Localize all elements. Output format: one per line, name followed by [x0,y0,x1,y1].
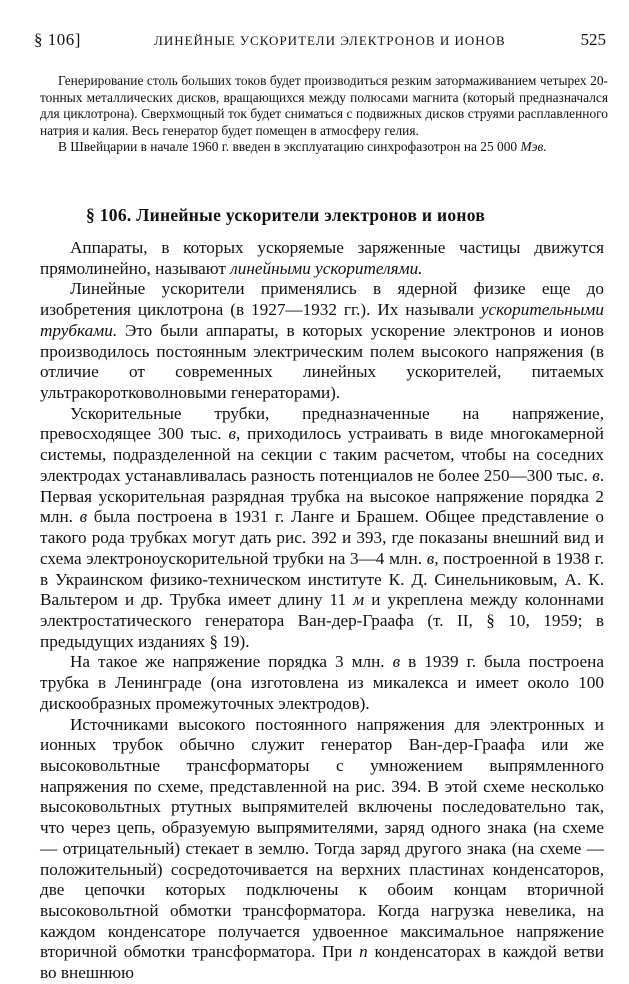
paragraph-text: На такое же напряжение порядка 3 млн. [70,652,393,672]
paragraph-text: Аппараты, в которых ускоряемые заряженные частицы движутся прямолинейно, называют [40,238,604,278]
unit-volt: в [392,652,401,672]
header-section-ref: § 106] [34,30,81,49]
paragraph-text: в 1939 г. была построена трубка в Ленинграде (она изготовлена из микалекса и имеет около 100 дискообразных промежуточных электродов). [40,652,604,713]
header-chapter-title: ЛИНЕЙНЫЕ УСКОРИТЕЛИ ЭЛЕКТРОНОВ И ИОНОВ [154,33,506,48]
paragraph [40,652,604,714]
paragraph-text: была построена в 1931 г. Ланге и Брашем. Общее представление о такого рода трубках могут дать рис. 392 и 393, где показаны внешний вид и схема электроноускорительной трубки на 3—4 млн. [40,507,605,568]
paragraph-text: , приходилось устраивать в виде многокамерной системы, подразделенной на секции с таким расчетом, чтобы на соседних электродах устанавливалась разность потенциалов не более 250—300 тыс. [40,424,604,485]
body-text [40,238,604,984]
small-paragraph-text: Генерирование столь больших токов будет производиться резким затормаживанием четырех 20-тонных металлических дисков, вращающихся между полюсами магнита (который предназначался для циклотрона). Сверхмощный ток будет сниматься с подвижных дисков струями расплавленного натрия и калия. Весь генератор будет помещен в атмосферу гелия. [40,73,608,138]
paragraph-text: конденсаторах в каждой ветви во внешнюю [40,942,604,983]
small-paragraph [40,139,608,156]
paragraph-text: Ускорительные трубки, предназначенные на напряжение, превосходящее 300 тыс. [40,403,604,444]
section-heading: § 106. Линейные ускорители электронов и ионов [86,205,486,225]
variable-n: n [359,942,368,962]
paragraph [40,279,604,403]
small-paragraph-text: В Швейцарии в начале 1960 г. введен в эксплуатацию синхрофазотрон на 25 000 [58,139,521,155]
paragraph-text: . Первая ускорительная разрядная трубка на высокое напряжение порядка 2 млн. [40,465,604,527]
term-accelerating-tubes: ускорительными трубками. [40,300,604,340]
paragraph-text: Линейные ускорители применялись в ядерной физике еще до изобретения циклотрона (в 1927—1932 гг.). Их называли [40,279,604,320]
paragraph-text: Источниками высокого постоянного напряжения для электронных и ионных трубок обычно служит генератор Ван-дер-Граафа или же высоковольтные трансформаторы с умножением выпрямленного напряжения по схеме, представленной на рис. 394. В этой схеме несколько высоковольтных ртутных выпрямителей включены последовательно так, что через цепь, образуемую выпрямителями, заряд одного знака (на схеме — отрицательный) стекает в землю. Тогда заряд другого знака (на схеме — положительный) сосредоточивается на верхних пластинах конденсаторов, две цепочки которых подключены к обоим концам вторичной высоковольтной обмотки трансформатора. Когда нагрузка невелика, на каждом конденсаторе получается удвоенное максимальное напряжение вторичной обмотки трансформатора. При [40,714,604,962]
unit-volt: в [426,548,435,568]
paragraph-text: , построенной в 1938 г. в Украинском физико-техническом институте К. Д. Синельниковым, А. К. Вальтером и др. Трубка имеет длину 11 [40,548,604,610]
unit-volt: в [228,424,236,444]
unit-volt: в [79,507,88,527]
paragraph [40,404,604,653]
term-linear-accelerators: линейными ускорителями. [230,258,423,278]
page-number: 525 [580,30,606,49]
paragraph-text: Это были аппараты, в которых ускорение электронов и ионов производилось постоянным электрическим полем высокого напряжения (в отличие от современных линейных ускорителей, питаемых ультракоротковолновыми генераторами). [40,320,604,403]
paragraph-text: и укреплена между колоннами электростатического генератора Ван-дер-Граафа (т. II, § 10, 1959; в предыдущих изданиях § 19). [40,590,604,651]
paragraph [40,238,604,279]
unit-mev: Мэв. [520,139,547,155]
unit-meter: м [353,590,365,610]
small-paragraph [40,73,608,139]
small-print-block [40,73,608,156]
unit-volt: в [592,465,600,485]
paragraph [40,715,604,984]
running-header [34,30,606,54]
